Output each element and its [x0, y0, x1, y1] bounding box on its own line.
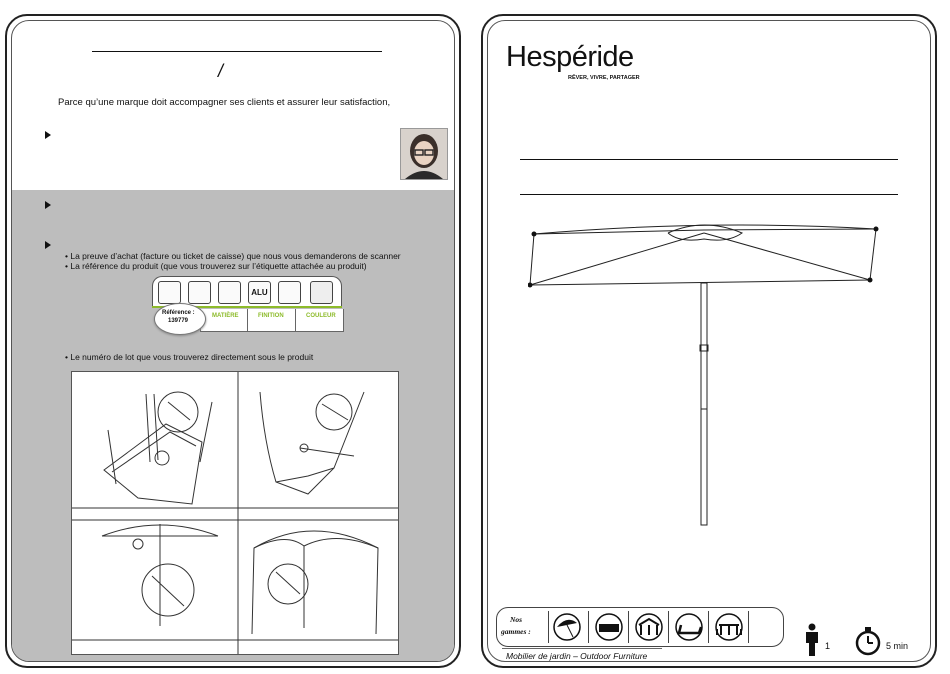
range-dining-set [708, 611, 749, 643]
column-color: COULEUR [306, 313, 336, 319]
reference-label: Référence : [162, 310, 195, 316]
column-material: MATIÈRE [212, 313, 239, 319]
duration-text: 5 min [886, 641, 909, 651]
intro-text: Parce qu’une marque doit accompagner ses clients et assurer leur satisfaction, [58, 97, 391, 108]
material-alu-icon [248, 281, 271, 304]
umbrella-drawing [528, 221, 888, 531]
person-icon [218, 281, 241, 304]
range-lounge-set [588, 611, 629, 643]
brand-logo: Hespéride [506, 41, 634, 73]
cover-inner-frame [487, 20, 931, 662]
lot-location-illustrations [71, 371, 399, 655]
cover-page [481, 14, 937, 668]
warranty-inner-frame [11, 20, 455, 662]
brand-tagline: RÊVER, VIVRE, PARTAGER [568, 75, 640, 81]
bullet-arrow [45, 241, 51, 249]
bullet-proof-of-purchase: • La preuve d’achat (facture ou ticket de caisse) que nous vous demanderons de scanner [65, 251, 401, 261]
warranty-page [5, 14, 461, 668]
column-finish: FINITION [258, 313, 284, 319]
cover-icon [278, 281, 301, 304]
ranges-label-2: gammes : [501, 627, 531, 636]
stopwatch-icon [854, 625, 884, 662]
product-name-line [520, 159, 898, 160]
gray-band [12, 190, 454, 661]
dining-set-icon [717, 625, 741, 635]
range-divider-end [748, 611, 749, 643]
portrait-photo [400, 128, 448, 180]
table-icon [158, 281, 181, 304]
footer-text: Mobilier de jardin – Outdoor Furniture [506, 651, 648, 661]
bullet-arrow [45, 131, 51, 139]
ranges-label-1: Nos [510, 615, 523, 624]
lounge-set-icon [599, 624, 619, 632]
lot-number-text: • Le numéro de lot que vous trouverez directement sous le produit [65, 352, 314, 362]
cushion-icon [310, 281, 333, 304]
label-col-divider [247, 309, 248, 331]
footer-rule [502, 648, 662, 649]
bullet-product-reference: • La référence du produit (que vous trouverez sur l’étiquette attachée au produit) [65, 261, 367, 271]
persons-icon [804, 623, 820, 662]
slash-text: / [218, 61, 224, 81]
chair-icon [188, 281, 211, 304]
reference-number: 139779 [168, 318, 189, 324]
range-gazebo [628, 611, 669, 643]
persons-count: 1 [825, 641, 831, 651]
product-ref-line [520, 194, 898, 195]
range-umbrella [548, 611, 589, 643]
label-col-divider [295, 309, 296, 331]
alu-text: ALU [251, 288, 268, 297]
bullet-arrow [45, 201, 51, 209]
range-sunbed [668, 611, 709, 643]
product-label-card [152, 276, 342, 334]
title-line [92, 51, 382, 52]
